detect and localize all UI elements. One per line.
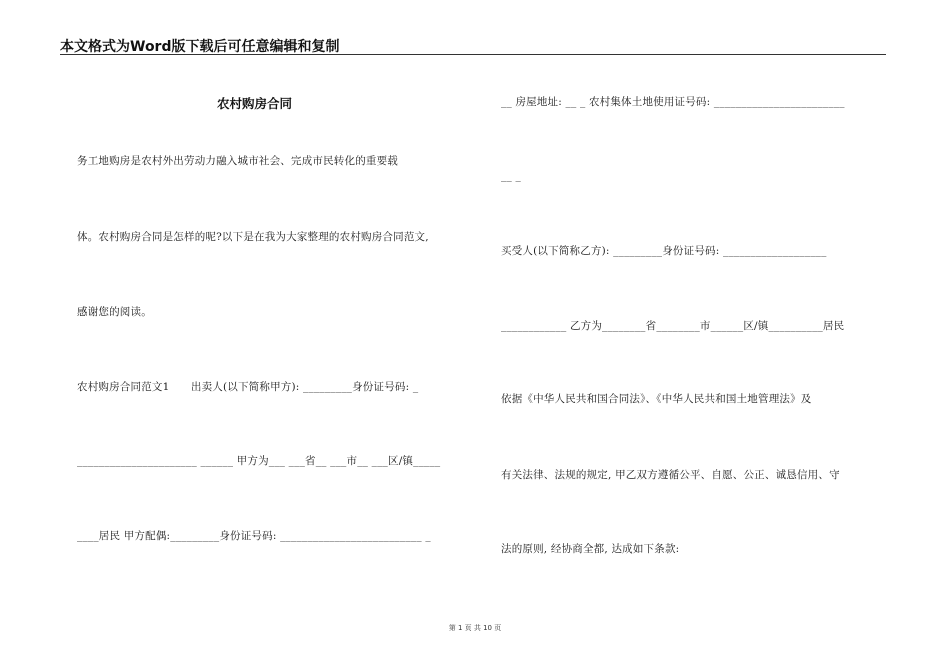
- text-line: ____居民 甲方配偶:_________身份证号码: __________________________ _: [77, 530, 431, 542]
- text-line: 农村购房合同范文1 出卖人(以下简称甲方): _________身份证号码: _: [77, 381, 419, 393]
- text-line: __ 房屋地址: __ _ 农村集体土地使用证号码: ________________________: [501, 96, 845, 108]
- text-line: 买受人(以下简称乙方): _________身份证号码: ___________________: [501, 245, 827, 257]
- page-footer: 第 1 页 共 10 页: [448, 624, 502, 632]
- text-line: ______________________ ______ 甲方为___ ___省__ ___市__ ___区/镇_____: [77, 455, 441, 467]
- download-banner: 本文格式为Word版下载后可任意编辑和复制: [60, 39, 340, 55]
- text-line: 有关法律、法规的规定, 甲乙双方遵循公平、自愿、公正、诚恳信用、守: [501, 469, 840, 481]
- banner-divider: [60, 54, 886, 55]
- text-line: ____________ 乙方为________省________市______区/镇__________居民: [501, 320, 845, 332]
- text-line: 法的原则, 经协商全都, 达成如下条款:: [501, 543, 680, 555]
- document-title: 农村购房合同: [217, 96, 293, 111]
- text-line: 务工地购房是农村外出劳动力融入城市社会、完成市民转化的重要载: [77, 155, 398, 167]
- text-line: 感谢您的阅读。: [77, 306, 152, 318]
- text-line: 体。农村购房合同是怎样的呢?以下是在我为大家整理的农村购房合同范文,: [77, 231, 429, 243]
- text-line: __ _: [501, 170, 521, 182]
- text-line: 依据《中华人民共和国合同法》、《中华人民共和国土地管理法》及: [501, 393, 812, 405]
